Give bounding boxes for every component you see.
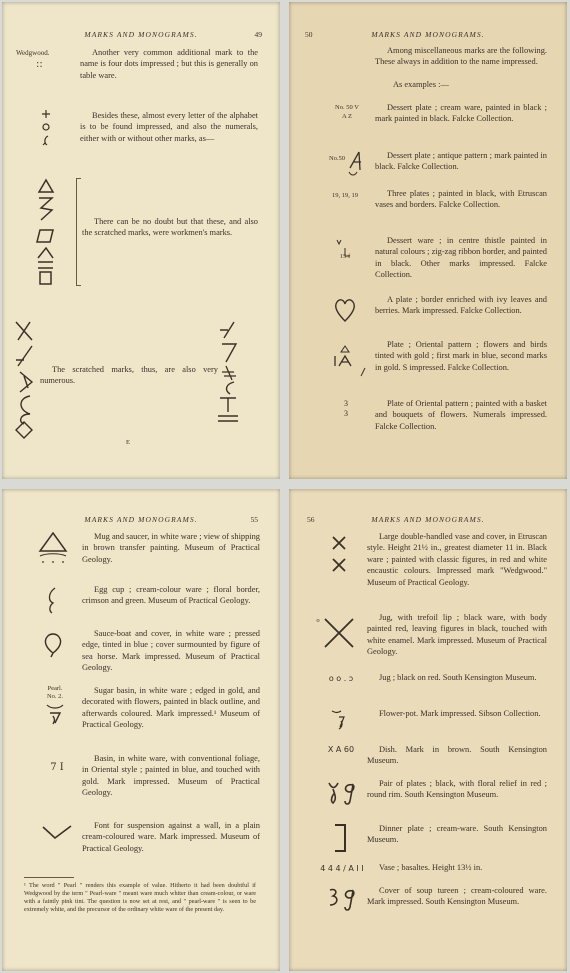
page-56 [289, 489, 567, 971]
mark-71: 7 I [50, 762, 64, 773]
entry: Jug ; black on red. South Kensington Museum. [379, 673, 537, 682]
entry: Cover of soup tureen ; cream-coloured ware. Mark impressed. South Kensington Museum. [367, 886, 547, 907]
four-dots-mark: :: [36, 59, 43, 70]
entry: Sauce-boat and cover, in white ware ; pressed edge, tinted in blue ; cover surmounted by figure of sea horse. Mark impressed. Museum of Practical Geology. [82, 629, 260, 673]
mark-label: 3 [344, 409, 348, 418]
paragraph: There can be no doubt but that these, and also the scratched marks, were workmen's marks. [82, 217, 258, 238]
entry: A plate ; border enriched with ivy leaves and berries. Mark impressed. Falcke Collection. [375, 295, 547, 316]
mark-label: 15 f [339, 253, 351, 260]
heart-mark-icon [333, 296, 357, 324]
page-50 [289, 2, 567, 479]
running-header: MARKS AND MONOGRAMS. [84, 515, 198, 524]
mark-label: No.50 [328, 155, 346, 162]
entry: Dessert ware ; in centre thistle painted in natural colours ; zig-zag ribbon border, and painted in black. Other marks impressed. Falcke Collection. [375, 236, 547, 280]
scratched-marks-right-icon [214, 318, 244, 424]
entry: Dinner plate ; cream-ware. South Kensington Museum. [367, 824, 547, 845]
page-49 [2, 2, 280, 479]
pearl-mark-icon [42, 701, 68, 727]
entry: Dessert plate ; antique pattern ; mark painted in black. Falcke Collection. [375, 151, 547, 172]
mark-label: 3 [344, 399, 348, 408]
entry: Font for suspension against a wall, in a plain cream-coloured ware. Mark impressed. Museum of Practical Geology. [82, 821, 260, 853]
wedgwood-label: Wedgwood. [16, 49, 50, 57]
page-number: 56 [307, 515, 315, 524]
running-header: MARKS AND MONOGRAMS. [371, 30, 485, 39]
footnote: ¹ The word " Pearl " renders this example of value. Hitherto it had been doubtful if Wedgwood by the term " Pearl-ware " meant ware much whiter than cream-colour, or ware with a faintly pink tint. The question is now set at rest, and " pearl-ware " is seen to be extremely white, and the precursor of the ordinary white ware of the present day. [24, 882, 256, 913]
entry: Jug, with trefoil lip ; black ware, with body painted red, leaving figures in black, touched with white enamel. Mark impressed. Museum of Practical Geology. [367, 613, 547, 657]
q-mark-icon [42, 631, 64, 659]
paragraph: The scratched marks, thus, are also very numerous. [40, 365, 218, 386]
mark-label: A Z [342, 113, 352, 120]
mark-wl-icon [333, 236, 357, 266]
page-number: 50 [305, 30, 313, 39]
letter-marks-icon [35, 108, 57, 148]
page-number: 49 [254, 30, 262, 39]
v-mark-icon [40, 823, 74, 843]
paragraph: Besides these, almost every letter of the alphabet is to be found impressed, and also the numerals, either with or without other marks, as— [80, 111, 258, 143]
running-header: MARKS AND MONOGRAMS. [84, 30, 198, 39]
mark-444: 4 4 4 / A I I [320, 864, 364, 873]
entry: Three plates ; painted in black, with Etruscan vases and borders. Falcke Collection. [375, 189, 547, 210]
entry: Vase ; basaltes. Height 13½ in. [379, 863, 483, 872]
crossed-x-mark-icon [319, 613, 359, 653]
entry: Plate ; Oriental pattern ; flowers and birds tinted with gold ; first mark in blue, second marks in gold. S impressed. Falcke Collection. [375, 340, 547, 372]
entry: Mug and saucer, in white ware ; view of shipping in brown transfer painting. Museum of Practical Geology. [82, 532, 260, 564]
running-header: MARKS AND MONOGRAMS. [371, 515, 485, 524]
paragraph: As examples :— [393, 80, 449, 89]
footnote-rule [24, 877, 74, 878]
triangle-mark-icon [36, 529, 70, 567]
flower-pot-mark-icon [329, 708, 349, 732]
entry: Flower-pot. Mark impressed. Sibson Collection. [379, 709, 541, 718]
entry: Dish. Mark in brown. South Kensington Museum. [367, 745, 547, 766]
entry: Sugar basin, in white ware ; edged in gold, and decorated with flowers, painted in black outline, and afterwards coloured. Mark impressed.¹ Museum of Practical Geology. [82, 686, 260, 730]
entry: Plate of Oriental pattern ; painted with a basket and bouquets of flowers. Numerals impressed. Falcke Collection. [375, 399, 547, 431]
page-number: 55 [250, 515, 258, 524]
entry: Egg cup ; cream-colour ware ; floral border, crimson and green. Museum of Practical Geology. [82, 585, 260, 606]
mark-xa60: X A 60 [327, 745, 355, 754]
oriental-marks-icon [325, 342, 375, 382]
mark-o: o [316, 617, 320, 624]
mark-oo: o o . ɔ [328, 674, 354, 683]
pearl-number: No. 2. [46, 693, 64, 700]
entry: Pair of plates ; black, with floral relief in red ; round rim. South Kensington Museum. [367, 779, 547, 800]
page-55 [2, 489, 280, 971]
mark-label: 19, 19, 19 [332, 192, 358, 199]
entry: Large double-handled vase and cover, in Etruscan style. Height 21½ in., greatest diameter 11 in. Black ware ; painted with classic figures, in red and white encaustic colours. Impressed mark "Wedgwood." Museum of Practical Geology. [367, 532, 547, 587]
scratched-marks-left-icon [10, 318, 40, 440]
bracket-mark-icon [331, 821, 351, 855]
paragraph: Another very common additional mark to the name is four dots impressed ; but this is generally on table ware. [80, 48, 258, 80]
signature-mark: E [126, 439, 130, 446]
workmen-marks-icon [33, 178, 59, 288]
mark-a-icon [347, 148, 365, 178]
yg-mark-icon [325, 779, 361, 809]
pearl-label: Pearl. [47, 685, 63, 692]
entry: Basin, in white ware, with conventional foliage, in Oriental style ; painted in blue, and touched with gold. Mark impressed. Museum of Practical Geology. [82, 754, 260, 798]
x-marks-icon [329, 533, 349, 577]
entry: Dessert plate ; cream ware, painted in black ; mark painted in black. Falcke Collection. [375, 103, 547, 124]
curl-mark-icon [44, 585, 60, 615]
mark-label: No. 50 V [335, 104, 359, 111]
bracket [76, 178, 81, 286]
paragraph: Among miscellaneous marks are the following. These always in addition to the name impressed. [375, 46, 547, 67]
3g-mark-icon [325, 885, 361, 915]
